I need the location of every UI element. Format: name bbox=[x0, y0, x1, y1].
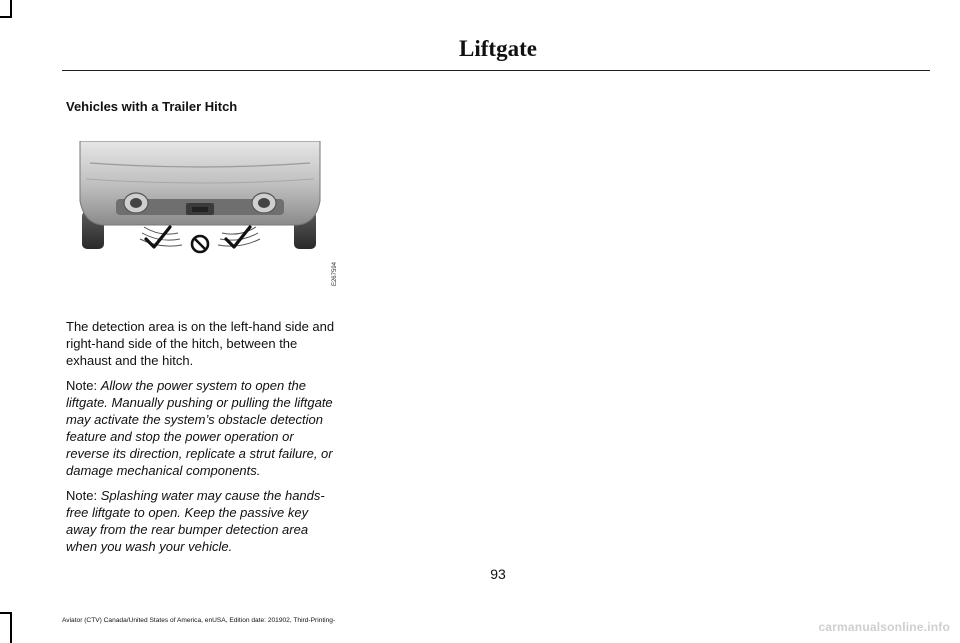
note-text: Splashing water may cause the hands-free liftgate to open. Keep the passive key away from the rear bumper detection area when you wash your vehicle. bbox=[66, 488, 325, 554]
detection-area-paragraph: The detection area is on the left-hand side and right-hand side of the hitch, between the exhaust and the hitch. bbox=[66, 319, 335, 368]
note-splashing-water bbox=[66, 487, 338, 555]
note-label: Note: bbox=[66, 488, 98, 503]
section-heading: Vehicles with a Trailer Hitch bbox=[66, 99, 238, 114]
page-title: Liftgate bbox=[459, 36, 537, 61]
footer-edition-text: Aviator (CTV) Canada/United States of America, enUSA, Edition date: 201902, Third-Printing- bbox=[62, 617, 336, 624]
watermark: carmanualsonline.info bbox=[818, 620, 950, 634]
rear-bumper-illustration bbox=[76, 141, 338, 287]
note-text: Allow the power system to open the liftgate. Manually pushing or pulling the liftgate may activate the system’s obstacle detection feature and stop the power operation or reverse its direction, replicate a strut failure, or damage mechanical components. bbox=[66, 378, 333, 478]
crop-mark-bottom-left-v bbox=[10, 612, 12, 643]
header-divider bbox=[62, 70, 930, 71]
figure-code: E267594 bbox=[332, 262, 338, 287]
note-power-system bbox=[66, 377, 338, 479]
crop-mark-bottom-left-h bbox=[0, 612, 12, 614]
content-column bbox=[66, 98, 338, 555]
page-number: 93 bbox=[490, 566, 506, 582]
crop-mark-top-left-h bbox=[0, 16, 12, 18]
rear-bumper-drawing bbox=[76, 141, 324, 266]
note-label: Note: bbox=[66, 378, 98, 393]
